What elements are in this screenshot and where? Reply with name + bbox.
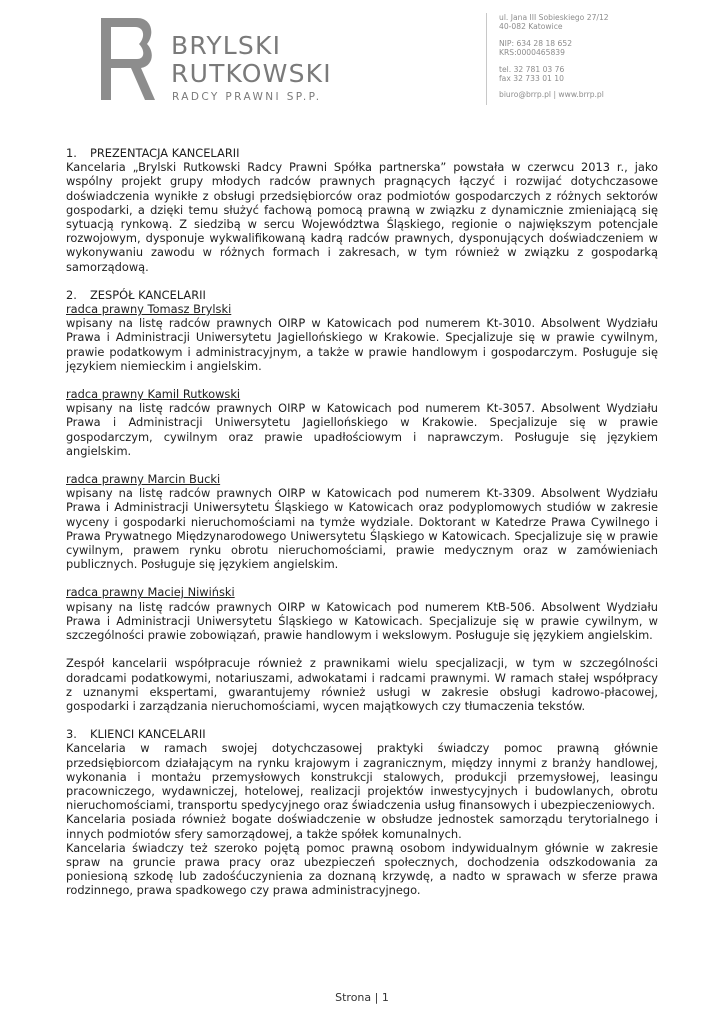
paragraph: Kancelaria „Brylski Rutkowski Radcy Prawni Spółka partnerska” powstała w czerwcu 2013 r., jako wspólny projekt grupy młodych radców prawnych pragnących łączyć i rozwijać dotychczasowe doświadczenia wynikłe z obsługi przedsiębiorców oraz podmiotów gospodarczych z różnych sektorów gospodarki, a dzięki temu służyć fachową pomocą prawną w związku z dynamicznie zmieniającą się sytuacją rynkową. Z siedzibą w sercu Województwa Śląskiego, regionie o największym potencjale rozwojowym, dysponuje wykwalifikowaną kadrą radców prawnych, dysponujących doświadczeniem w wykonywaniu zawodu w różnych formach i zakresach, w tym również w związku z gospodarką samorządową.: [66, 160, 658, 274]
paragraph: Kancelaria świadczy też szeroko pojętą pomoc prawną osobom indywidualnym głównie w zakresie spraw na gruncie prawa pracy oraz ubezpieczeń społecznych, dochodzenia odszkodowania za poniesioną szkodę lub zadośćuczynienia za doznaną krzywdę, a nadto w sprawach w sferze prawa rodzinnego, prawa spadkowego czy prawa administracyjnego.: [66, 840, 658, 898]
section-heading: [66, 288, 658, 302]
email-web: biuro@brrp.pl | www.brrp.pl: [499, 90, 604, 100]
member-bio: wpisany na listę radców prawnych OIRP w Katowicach pod numerem Kt-3057. Absolwent Wydziału Prawa i Administracji Uniwersytetu Jagiellońskiego w Krakowie. Specjalizuje się w prawie gospodarczym, cywilnym oraz prawie upadłościowym i naprawczym. Posługuje się językiem angielskim.: [66, 401, 658, 458]
section-title: ZESPÓŁ KANCELARII: [90, 287, 206, 302]
paragraph: Kancelaria posiada również bogate doświadczenie w obsłudze jednostek samorządu terytorialnego i innych podmiotów sfery samorządowej, a także spółek komunalnych.: [66, 812, 658, 841]
firm-name: [171, 32, 332, 88]
page-label: Strona: [335, 991, 372, 1004]
nip: NIP: 634 28 18 652: [499, 38, 573, 48]
krs: KRS:0000465839: [499, 48, 565, 58]
member-name: radca prawny Tomasz Brylski: [66, 302, 232, 317]
member-name: radca prawny Maciej Niwiński: [66, 585, 235, 600]
section-heading: [66, 146, 658, 160]
document-body: [66, 146, 658, 898]
page-footer: [0, 991, 724, 1004]
address-line1: ul. Jana III Sobieskiego 27/12: [499, 13, 609, 22]
firm-logo-icon: [97, 14, 159, 104]
member-name: radca prawny Kamil Rutkowski: [66, 387, 241, 402]
section-number: 2.: [66, 287, 77, 302]
member-name: radca prawny Marcin Bucki: [66, 472, 221, 487]
firm-name-line2: RUTKOWSKI: [171, 59, 332, 88]
member-bio: wpisany na listę radców prawnych OIRP w Katowicach pod numerem KtB-506. Absolwent Wydziału Prawa i Administracji Uniwersytetu Śląskiego w Katowicach. Specjalizuje się w prawie cywilnym, w szczególności prawie zobowiązań, prawie handlowym i wekslowym. Posługuje się językiem angielskim.: [66, 599, 658, 643]
firm-name-line1: BRYLSKI: [171, 31, 282, 60]
section-title: PREZENTACJA KANCELARII: [90, 146, 240, 160]
member-bio: wpisany na listę radców prawnych OIRP w Katowicach pod numerem Kt-3309. Absolwent Wydziału Prawa i Administracji Uniwersytetu Śląskiego w Katowicach oraz podyplomowych studiów w zakresie wyceny i gospodarki nieruchomościami na tymże wydziale. Doktorant w Katedrze Prawa Cywilnego i Prawa Prywatnego Międzynarodowego Uniwersytetu Śląskiego w Katowicach. Specjalizuje się w prawie cywilnym, prawem rynku obrotu nieruchomościami, prawie medycznym oraz w zamówieniach publicznych. Posługuje się językiem angielskim.: [66, 486, 658, 572]
contact-block: [486, 13, 699, 105]
section-title: KLIENCI KANCELARII: [90, 727, 206, 742]
section-heading: [66, 727, 658, 741]
member-bio: wpisany na listę radców prawnych OIRP w Katowicach pod numerem Kt-3010. Absolwent Wydziału Prawa i Administracji Uniwersytetu Jagiellońskiego w Krakowie. Specjalizuje się w prawie cywilnym, prawie podatkowym i administracyjnym, a także w prawie handlowym i gospodarczym. Posługuje się językiem niemieckim i angielskim.: [66, 316, 658, 373]
fax: fax 32 733 01 10: [499, 74, 564, 84]
paragraph: Kancelaria w ramach swojej dotychczasowej praktyki świadczy pomoc prawną głównie przedsiębiorcom działającym na rynku krajowym i zagranicznym, między innymi z branży handlowej, wykonania i montażu przemysłowych konstrukcji stalowych, produkcji przemysłowej, leasingu pracowniczego, wydawniczej, hotelowej, realizacji projektów inwestycyjnych i budowlanych, obrotu nieruchomościami, transportu spedycyjnego oraz świadczenia usług finansowych i ubezpieczeniowych.: [66, 741, 658, 813]
address-line2: 40-082 Katowice: [499, 22, 563, 32]
section-number: 1.: [66, 146, 77, 160]
section-number: 3.: [66, 727, 77, 742]
page-separator: |: [374, 991, 379, 1004]
phone: tel. 32 781 03 76: [499, 64, 565, 74]
page-number: 1: [381, 991, 389, 1004]
firm-subtitle: RADCY PRAWNI SP.P.: [172, 91, 322, 103]
paragraph: Zespół kancelarii współpracuje również z prawnikami wielu specjalizacji, w tym w szczególności doradcami podatkowymi, notariuszami, adwokatami i radcami prawnymi. W ramach stałej współpracy z uznanymi ekspertami, gwarantujemy również usługi w zakresie obsługi kadrowo-płacowej, gospodarki i zarządzania nieruchomościami, wycen majątkowych czy tłumaczenia tekstów.: [66, 656, 658, 713]
